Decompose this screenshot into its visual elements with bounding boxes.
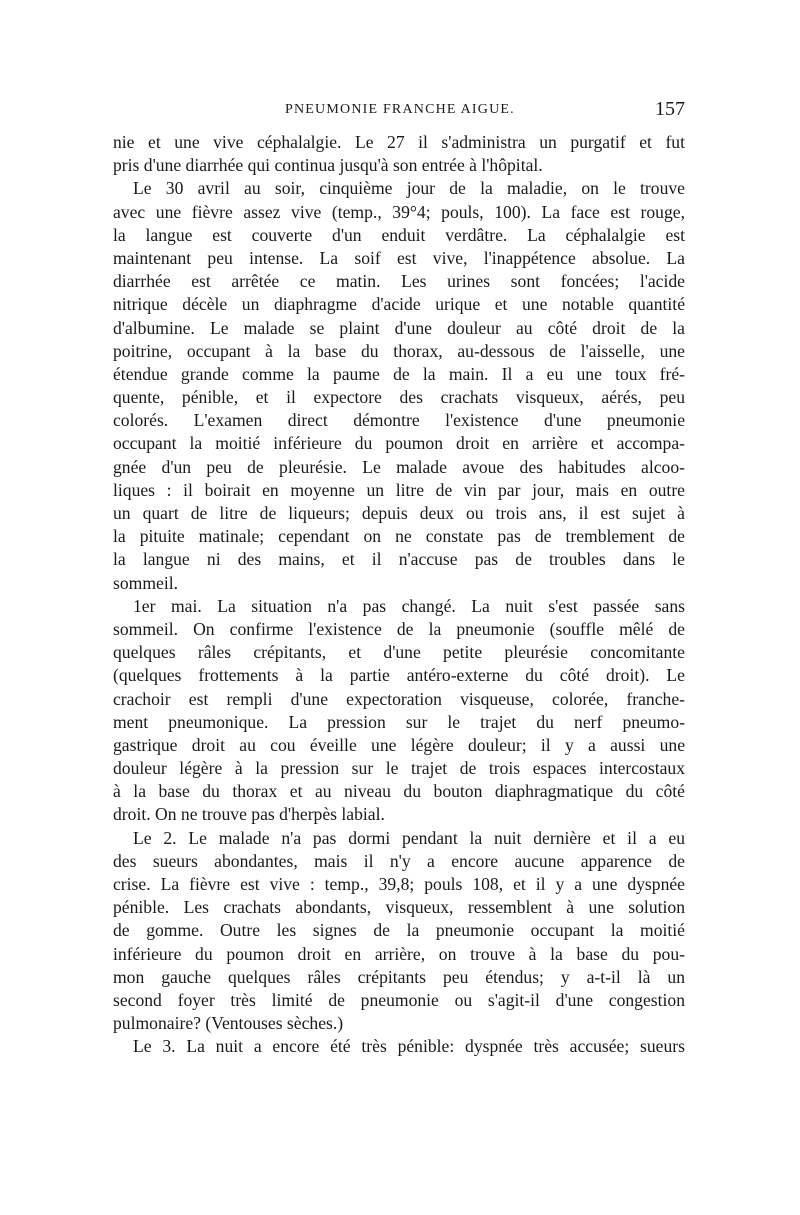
text-line: à la base du thorax et au niveau du bouton diaphragmatique du côté [113, 781, 685, 802]
text-line: étendue grande comme la paume de la main. Il a eu une toux fré- [113, 363, 685, 384]
running-head [113, 98, 685, 124]
text-line: gnée d'un peu de pleurésie. Le malade avoue des habitudes alcoo- [113, 456, 685, 477]
text-line: second foyer très limité de pneumonie ou s'agit-il d'une congestion [113, 989, 685, 1010]
text-line: gastrique droit au cou éveille une légère douleur; il y a aussi une [113, 734, 685, 755]
text-line: pulmonaire? (Ventouses sèches.) [113, 1013, 344, 1034]
text-line: douleur légère à la pression sur le trajet de trois espaces intercostaux [113, 758, 685, 779]
text-line: ment pneumonique. La pression sur le trajet du nerf pneumo- [113, 711, 685, 732]
text-line: Le 2. Le malade n'a pas dormi pendant la nuit dernière et il a eu [133, 827, 685, 848]
text-line: nitrique décèle un diaphragme d'acide urique et une notable quantité [113, 294, 685, 315]
text-line: quente, pénible, et il expectore des crachats visqueux, aérés, peu [113, 387, 685, 408]
text-line: 1er mai. La situation n'a pas changé. La nuit s'est passée sans [133, 595, 685, 616]
text-line: Le 3. La nuit a encore été très pénible: dyspnée très accusée; sueurs [133, 1036, 685, 1057]
text-line: sommeil. [113, 572, 178, 593]
text-line: de gomme. Outre les signes de la pneumonie occupant la moitié [113, 920, 685, 941]
text-line: crise. La fièvre est vive : temp., 39,8; pouls 108, et il y a une dyspnée [113, 874, 685, 894]
text-line: poitrine, occupant à la base du thorax, au-dessous de l'aisselle, une [113, 340, 685, 361]
text-line: nie et une vive céphalalgie. Le 27 il s'administra un purgatif et fut [113, 132, 685, 152]
text-line: liques : il boirait en moyenne un litre de vin par jour, mais en outre [113, 479, 685, 500]
text-line: Le 30 avril au soir, cinquième jour de la maladie, on le trouve [133, 178, 685, 199]
body-text [113, 131, 685, 1059]
text-line: maintenant peu intense. La soif est vive, l'inappétence absolue. La [113, 247, 685, 268]
text-line: droit. On ne trouve pas d'herpès labial. [113, 804, 385, 825]
text-line: la pituite matinale; cependant on ne constate pas de tremblement de [113, 526, 685, 547]
text-line: sommeil. On confirme l'existence de la pneumonie (souffle mêlé de [113, 618, 685, 639]
text-line: la langue ni des mains, et il n'accuse pas de troubles dans le [113, 549, 685, 570]
text-line: diarrhée est arrêtée ce matin. Les urines sont foncées; l'acide [113, 271, 685, 292]
text-line: pris d'une diarrhée qui continua jusqu'à son entrée à l'hôpital. [113, 155, 543, 176]
text-line: la langue est couverte d'un enduit verdâtre. La céphalalgie est [113, 224, 685, 245]
text-line: occupant la moitié inférieure du poumon droit en arrière et accompa- [113, 433, 685, 454]
text-line: pénible. Les crachats abondants, visqueux, ressemblent à une solution [113, 897, 685, 918]
text-line: inférieure du poumon droit en arrière, on trouve à la base du pou- [113, 943, 685, 964]
text-line: mon gauche quelques râles crépitants peu étendus; y a-t-il là un [113, 966, 685, 987]
running-title: PNEUMONIE FRANCHE AIGUE. [285, 102, 515, 117]
text-line: des sueurs abondantes, mais il n'y a encore aucune apparence de [113, 850, 685, 871]
text-line: colorés. L'examen direct démontre l'existence d'une pneumonie [113, 410, 685, 431]
text-line: un quart de litre de liqueurs; depuis deux ou trois ans, il est sujet à [113, 503, 685, 523]
text-line: avec une fièvre assez vive (temp., 39°4; pouls, 100). La face est rouge, [113, 201, 685, 222]
text-line: quelques râles crépitants, et d'une petite pleurésie concomitante [113, 642, 685, 663]
text-line: d'albumine. Le malade se plaint d'une douleur au côté droit de la [113, 317, 685, 338]
text-line: (quelques frottements à la partie antéro-externe du côté droit). Le [113, 665, 685, 686]
text-line: crachoir est rempli d'une expectoration visqueuse, colorée, franche- [113, 688, 685, 709]
page-number: 157 [655, 98, 685, 120]
